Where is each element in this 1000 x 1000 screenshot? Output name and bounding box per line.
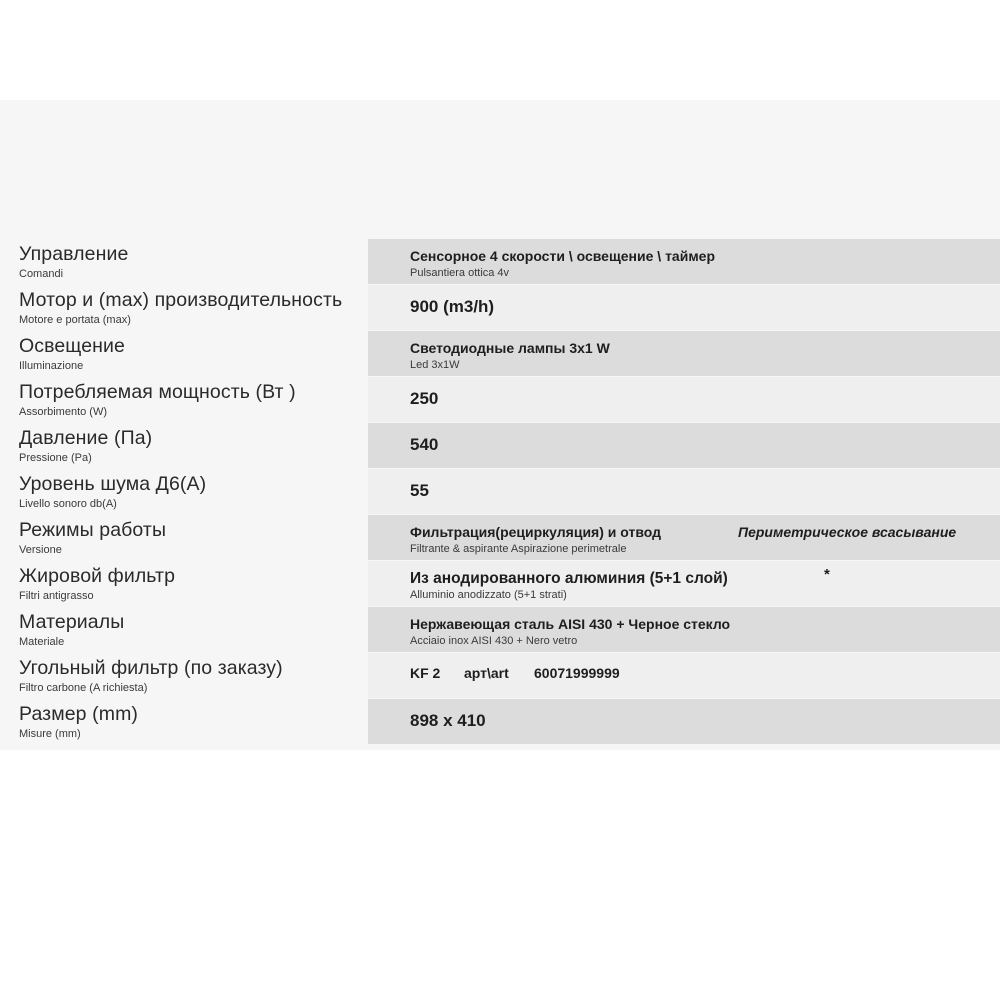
- spec-row-power: [0, 377, 1000, 423]
- label-ru: Режимы работы: [19, 519, 167, 541]
- value-sub: Acciaio inox AISI 430 + Nero vetro: [410, 635, 578, 647]
- label-it: Motore e portata (max): [19, 314, 131, 326]
- label-it: Versione: [19, 544, 62, 556]
- label-cell: [0, 607, 368, 653]
- value-sub: Alluminio anodizzato (5+1 strati): [410, 589, 567, 601]
- value-cell: [368, 653, 1000, 699]
- value-extra: Периметрическое всасывание: [738, 524, 957, 540]
- value-main: 900 (m3/h): [410, 297, 495, 316]
- label-ru: Мотор и (max) производительность: [19, 289, 343, 311]
- spec-row-controls: [0, 239, 1000, 285]
- value-cell: [368, 377, 1000, 423]
- value-cell: [368, 239, 1000, 285]
- label-it: Comandi: [19, 268, 64, 280]
- spec-row-motor: [0, 285, 1000, 331]
- label-cell: [0, 285, 368, 331]
- value-cell: [368, 561, 1000, 607]
- label-cell: [0, 377, 368, 423]
- label-it: Pressione (Pa): [19, 452, 92, 464]
- value-main: Сенсорное 4 скорости \ освещение \ таймер: [410, 248, 716, 264]
- label-it: Filtri antigrasso: [19, 590, 94, 602]
- label-ru: Давление (Па): [19, 427, 153, 449]
- spec-row-modes: [0, 515, 1000, 561]
- label-cell: [0, 561, 368, 607]
- footnote-asterisk: *: [824, 566, 830, 583]
- spec-row-lighting: [0, 331, 1000, 377]
- label-ru: Размер (mm): [19, 703, 139, 725]
- spec-row-noise: [0, 469, 1000, 515]
- spec-table: [0, 239, 1000, 745]
- value-cell: [368, 699, 1000, 745]
- label-cell: [0, 239, 368, 285]
- label-cell: [0, 469, 368, 515]
- label-it: Materiale: [19, 636, 65, 648]
- value-main: Фильтрация(рециркуляция) и отвод: [410, 524, 662, 540]
- label-cell: [0, 331, 368, 377]
- label-it: Filtro carbone (A richiesta): [19, 682, 148, 694]
- label-ru: Потребляемая мощность (Вт ): [19, 381, 296, 403]
- label-ru: Материалы: [19, 611, 125, 633]
- value-cell: [368, 607, 1000, 653]
- article-label: арт\art: [464, 665, 509, 681]
- spec-row-grease-filter: [0, 561, 1000, 607]
- value-cell: [368, 515, 1000, 561]
- value-main: Нержавеющая сталь AISI 430 + Черное стекло: [410, 616, 731, 632]
- value-main: Из анодированного алюминия (5+1 слой): [410, 570, 728, 587]
- label-it: Illuminazione: [19, 360, 84, 372]
- label-cell: [0, 699, 368, 745]
- label-cell: [0, 423, 368, 469]
- value-sub: Pulsantiera ottica 4v: [410, 267, 510, 279]
- value-main: 55: [410, 481, 429, 500]
- label-ru: Освещение: [19, 335, 125, 357]
- value-sub: Filtrante & aspirante Aspirazione perimetrale: [410, 543, 627, 555]
- article-number: 60071999999: [534, 665, 620, 681]
- label-ru: Уровень шума Д6(А): [19, 473, 207, 495]
- value-cell: [368, 423, 1000, 469]
- label-it: Misure (mm): [19, 728, 81, 740]
- value-main: KF 2: [410, 665, 441, 681]
- value-cell: [368, 331, 1000, 377]
- label-it: Assorbimento (W): [19, 406, 108, 418]
- value-cell: [368, 469, 1000, 515]
- value-main: 898 x 410: [410, 711, 486, 730]
- label-cell: [0, 515, 368, 561]
- value-cell: [368, 285, 1000, 331]
- spec-row-size: [0, 699, 1000, 745]
- spec-row-materials: [0, 607, 1000, 653]
- spec-row-pressure: [0, 423, 1000, 469]
- label-ru: Угольный фильтр (по заказу): [19, 657, 283, 679]
- value-main: Светодиодные лампы 3х1 W: [410, 340, 610, 356]
- value-main: 250: [410, 389, 439, 408]
- value-main: 540: [410, 435, 439, 454]
- label-it: Livello sonoro db(A): [19, 498, 117, 510]
- spec-row-carbon-filter: [0, 653, 1000, 699]
- label-ru: Жировой фильтр: [19, 565, 176, 587]
- label-cell: [0, 653, 368, 699]
- label-ru: Управление: [19, 243, 129, 265]
- value-sub: Led 3x1W: [410, 359, 460, 371]
